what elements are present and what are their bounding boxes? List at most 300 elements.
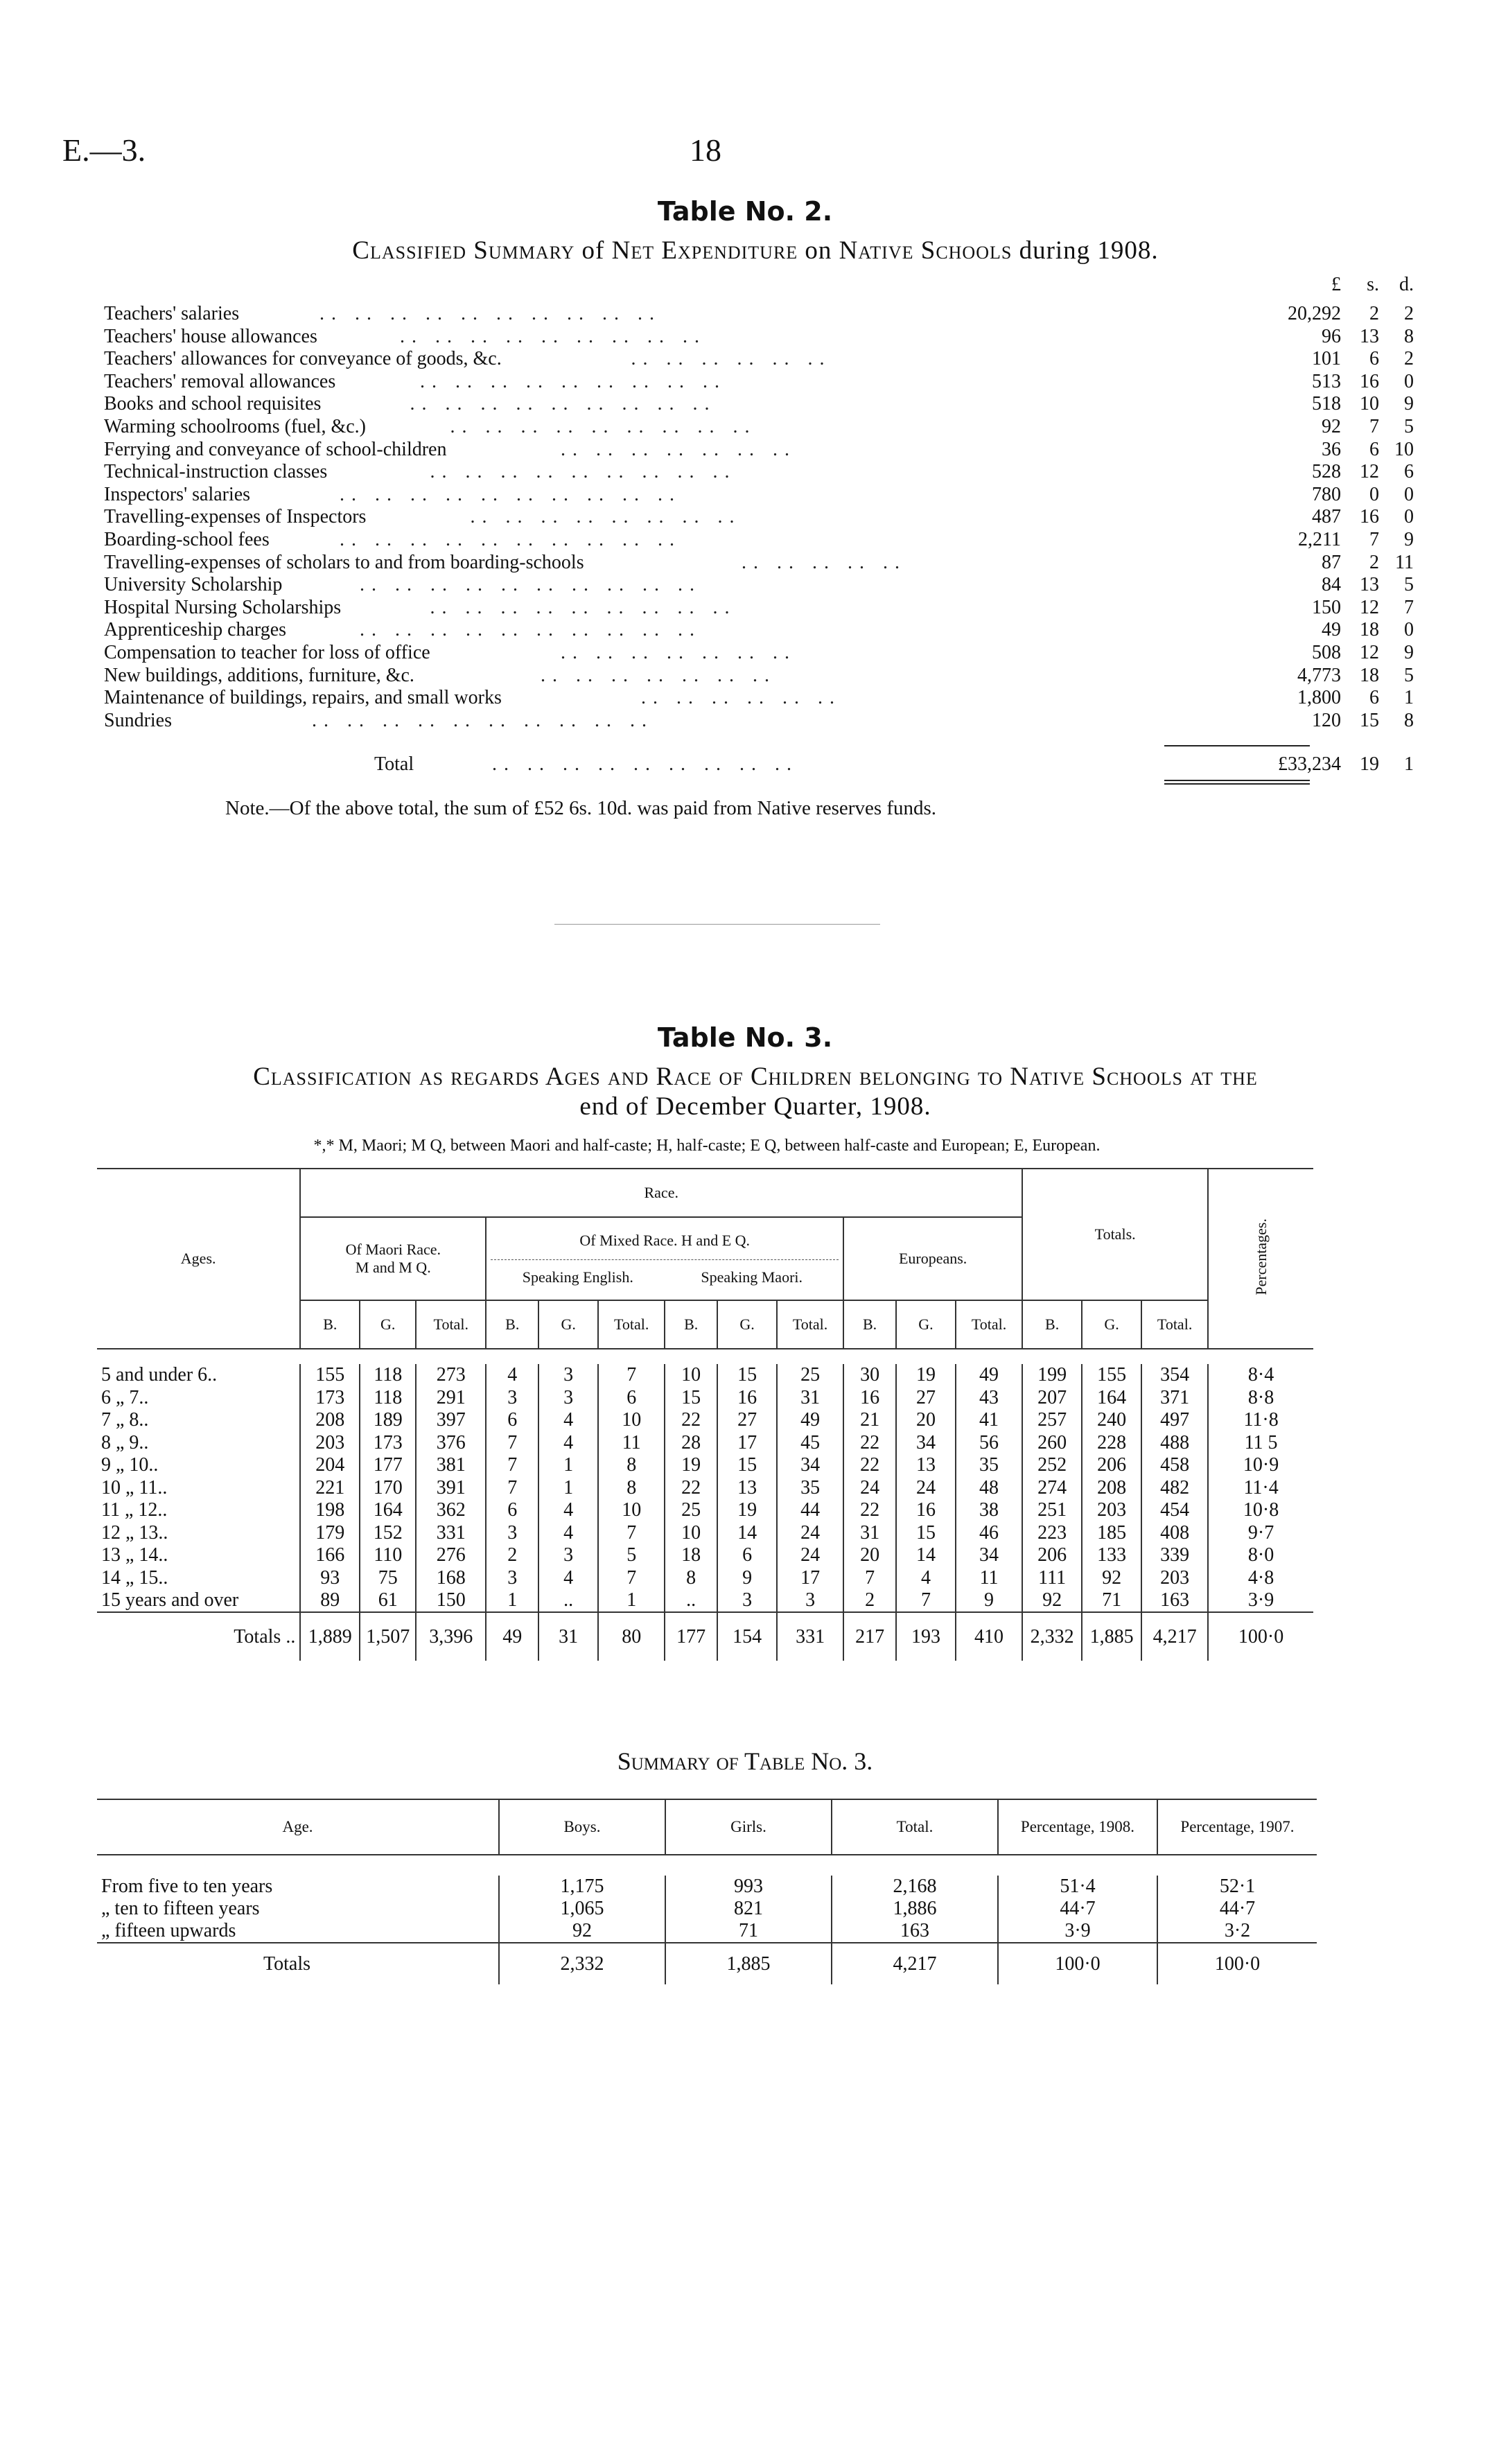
cell-value: 6	[717, 1544, 777, 1567]
summary-total-header: Total.	[832, 1799, 998, 1855]
section-divider	[554, 924, 880, 925]
shillings-value: 13	[1360, 574, 1379, 596]
cell-value: 1	[598, 1589, 665, 1612]
summary-total-value: 2,332	[499, 1943, 665, 1984]
expenditure-label: Technical-instruction classes	[104, 461, 328, 483]
summary-pct1907-header: Percentage, 1907.	[1157, 1799, 1317, 1855]
pence-value: 0	[1404, 506, 1414, 528]
cell-value: 93	[300, 1567, 360, 1590]
page-number: 18	[690, 132, 721, 168]
summary-total-value: 100·0	[1157, 1943, 1317, 1984]
cell-value: 177	[360, 1454, 416, 1477]
leader-dots: .. .. .. .. .. .. .. .. ..	[450, 416, 757, 437]
summary-value: 3·2	[1157, 1920, 1317, 1943]
col-g: G.	[717, 1300, 777, 1349]
cell-value: 11·8	[1208, 1409, 1313, 1432]
table-row	[97, 1589, 1313, 1612]
summary-row	[97, 1898, 1317, 1920]
cell-value: 208	[1082, 1477, 1141, 1500]
cell-value: 4	[538, 1409, 598, 1432]
expenditure-row	[104, 303, 1414, 325]
summary-value: 993	[665, 1876, 832, 1898]
leader-dots: .. .. .. .. .. .. ..	[561, 438, 796, 460]
shillings-value: 0	[1369, 483, 1379, 505]
shillings-value: 6	[1369, 438, 1379, 460]
pounds-value: 528	[1312, 461, 1341, 483]
cell-value: 14	[896, 1544, 956, 1567]
cell-value: 38	[956, 1499, 1022, 1522]
col-g: G.	[538, 1300, 598, 1349]
leader-dots: .. .. .. .. .. .. .. .. .. ..	[340, 483, 681, 505]
subtitle-part: during 1908.	[1012, 236, 1159, 265]
cell-value: 3	[777, 1589, 843, 1612]
cell-value: 75	[360, 1567, 416, 1590]
leader-dots: .. .. .. .. .. ..	[641, 687, 841, 709]
cell-value: 276	[416, 1544, 486, 1567]
cell-value: 1	[486, 1589, 538, 1612]
cell-value: 273	[416, 1364, 486, 1387]
cell-value: 206	[1022, 1544, 1082, 1567]
cell-value: 155	[300, 1364, 360, 1387]
total-value: 3,396	[416, 1612, 486, 1661]
summary-age-header: Age.	[282, 1818, 313, 1835]
cell-value: 10·8	[1208, 1499, 1313, 1522]
cell-value: 8	[665, 1567, 717, 1590]
cell-value: 22	[665, 1409, 717, 1432]
leader-dots: .. .. .. .. .. .. .. .. ..	[400, 325, 706, 347]
cell-value: 7	[896, 1589, 956, 1612]
cell-value: ..	[665, 1589, 717, 1612]
cell-value: 185	[1082, 1522, 1141, 1545]
total-shillings: 19	[1360, 753, 1379, 775]
table-row	[97, 1432, 1313, 1455]
cell-value: 16	[843, 1387, 896, 1410]
table-row	[97, 1522, 1313, 1545]
cell-value: 14	[717, 1522, 777, 1545]
table-row	[97, 1477, 1313, 1500]
cell-value: 110	[360, 1544, 416, 1567]
cell-value: 13	[717, 1477, 777, 1500]
cell-value: 163	[1141, 1589, 1208, 1612]
totals-header: Totals.	[1022, 1169, 1208, 1300]
expenditure-row	[104, 416, 1414, 438]
pence-value: 6	[1404, 461, 1414, 483]
cell-value: 4	[896, 1567, 956, 1590]
cell-value: 56	[956, 1432, 1022, 1455]
cell-value: 9·7	[1208, 1522, 1313, 1545]
cell-value: ..	[538, 1589, 598, 1612]
cell-value: 497	[1141, 1409, 1208, 1432]
cell-value: 4	[538, 1432, 598, 1455]
summary-title-text: Summary of Table No. 3.	[617, 1747, 873, 1775]
shillings-value: 13	[1360, 325, 1379, 347]
summary-value: 1,065	[499, 1898, 665, 1920]
cell-value: 371	[1141, 1387, 1208, 1410]
summary-value: 3·9	[998, 1920, 1157, 1943]
age-label: 7 „ 8..	[101, 1409, 149, 1431]
cell-value: 7	[486, 1432, 538, 1455]
cell-value: 27	[717, 1409, 777, 1432]
cell-value: 5	[598, 1544, 665, 1567]
subtitle-part: of	[575, 236, 612, 265]
age-label: 6 „ 7..	[101, 1386, 149, 1408]
pounds-value: 513	[1312, 370, 1341, 392]
pence-value: 2	[1404, 303, 1414, 324]
shillings-value: 6	[1369, 687, 1379, 709]
pence-value: 0	[1404, 370, 1414, 392]
shillings-value: 12	[1360, 596, 1379, 618]
cell-value: 8·4	[1208, 1364, 1313, 1387]
table-row	[97, 1499, 1313, 1522]
pence-value: 5	[1404, 664, 1414, 686]
speaking-english-header: Speaking English.	[522, 1268, 633, 1286]
expenditure-row	[104, 348, 1414, 370]
expenditure-label: Teachers' removal allowances	[104, 370, 336, 392]
cell-value: 133	[1082, 1544, 1141, 1567]
leader-dots: .. .. .. .. .. .. .. .. ..	[430, 461, 737, 483]
cell-value: 221	[300, 1477, 360, 1500]
cell-value: 118	[360, 1387, 416, 1410]
summary-totals-row	[97, 1943, 1317, 1984]
pence-header: d.	[1399, 274, 1414, 295]
cell-value: 3	[538, 1387, 598, 1410]
total-pounds: £33,234	[1278, 753, 1341, 775]
table-row	[97, 1567, 1313, 1590]
document-id: E.—3.	[62, 132, 146, 168]
cell-value: 203	[1141, 1567, 1208, 1590]
pence-value: 10	[1394, 438, 1414, 460]
summary-boys-header: Boys.	[499, 1799, 665, 1855]
cell-value: 24	[777, 1522, 843, 1545]
shillings-header: s.	[1367, 274, 1379, 295]
table-row	[97, 1364, 1313, 1387]
cell-value: 6	[486, 1499, 538, 1522]
cell-value: 15	[896, 1522, 956, 1545]
cell-value: 28	[665, 1432, 717, 1455]
cell-value: 362	[416, 1499, 486, 1522]
total-value: 154	[717, 1612, 777, 1661]
cell-value: 228	[1082, 1432, 1141, 1455]
cell-value: 8	[598, 1477, 665, 1500]
expenditure-row	[104, 551, 1414, 574]
age-label: 8 „ 9..	[101, 1431, 149, 1453]
cell-value: 339	[1141, 1544, 1208, 1567]
cell-value: 61	[360, 1589, 416, 1612]
table-row	[97, 1454, 1313, 1477]
cell-value: 164	[360, 1499, 416, 1522]
pence-value: 9	[1404, 642, 1414, 663]
total-value: 177	[665, 1612, 717, 1661]
leader-dots: .. .. .. .. .. .. .. .. .. ..	[360, 619, 701, 641]
pounds-value: 20,292	[1288, 303, 1341, 324]
cell-value: 376	[416, 1432, 486, 1455]
cell-value: 206	[1082, 1454, 1141, 1477]
cell-value: 34	[896, 1432, 956, 1455]
table2-note: Note.—Of the above total, the sum of £52 6s. 10d. was paid from Native reserves funds.	[225, 797, 937, 819]
total-value: 2,332	[1022, 1612, 1082, 1661]
maori-header	[300, 1217, 486, 1300]
col-total: Total.	[956, 1300, 1022, 1349]
total-value: 31	[538, 1612, 598, 1661]
cell-value: 408	[1141, 1522, 1208, 1545]
pounds-value: 84	[1322, 574, 1341, 596]
expenditure-row	[104, 687, 1414, 709]
cell-value: 35	[956, 1454, 1022, 1477]
cell-value: 488	[1141, 1432, 1208, 1455]
cell-value: 164	[1082, 1387, 1141, 1410]
summary-value: 52·1	[1157, 1876, 1317, 1898]
cell-value: 35	[777, 1477, 843, 1500]
cell-value: 18	[665, 1544, 717, 1567]
total-value: 193	[896, 1612, 956, 1661]
cell-value: 8·0	[1208, 1544, 1313, 1567]
cell-value: 9	[717, 1567, 777, 1590]
pounds-value: 518	[1312, 393, 1341, 415]
cell-value: 4·8	[1208, 1567, 1313, 1590]
summary-value: 163	[832, 1920, 998, 1943]
pounds-value: 87	[1322, 551, 1341, 573]
pence-value: 11	[1395, 551, 1414, 573]
cell-value: 150	[416, 1589, 486, 1612]
expenditure-label: Apprenticeship charges	[104, 619, 287, 641]
age-label: 12 „ 13..	[101, 1521, 168, 1544]
total-double-rule	[1164, 783, 1310, 785]
cell-value: 3	[486, 1522, 538, 1545]
cell-value: 10	[598, 1499, 665, 1522]
cell-value: 24	[843, 1477, 896, 1500]
cell-value: 173	[360, 1432, 416, 1455]
cell-value: 17	[777, 1567, 843, 1590]
cell-value: 251	[1022, 1499, 1082, 1522]
total-value: 80	[598, 1612, 665, 1661]
cell-value: 166	[300, 1544, 360, 1567]
cell-value: 170	[360, 1477, 416, 1500]
leader-dots: .. .. .. .. .. .. .. .. ..	[420, 370, 726, 392]
cell-value: 11·4	[1208, 1477, 1313, 1500]
col-total: Total.	[1141, 1300, 1208, 1349]
age-label: 13 „ 14..	[101, 1544, 168, 1566]
subtitle-part: Net Expenditure	[611, 236, 798, 265]
cell-value: 19	[896, 1364, 956, 1387]
cell-value: 44	[777, 1499, 843, 1522]
summary-pct1908-header: Percentage, 1908.	[998, 1799, 1157, 1855]
col-b: B.	[486, 1300, 538, 1349]
col-g: G.	[360, 1300, 416, 1349]
shillings-value: 15	[1360, 709, 1379, 731]
table3-legend: *,* M, Maori; M Q, between Maori and half-caste; H, half-caste; E Q, between half-caste and European; E, European.	[313, 1137, 1101, 1155]
col-b: B.	[665, 1300, 717, 1349]
age-race-body	[97, 1349, 1313, 1661]
pence-value: 1	[1404, 687, 1414, 709]
expenditure-row	[104, 642, 1414, 664]
cell-value: 10	[665, 1364, 717, 1387]
col-b: B.	[1022, 1300, 1082, 1349]
cell-value: 11 5	[1208, 1432, 1313, 1455]
cell-value: 92	[1082, 1567, 1141, 1590]
summary-title	[0, 1747, 1490, 1776]
percentages-header	[1208, 1169, 1313, 1349]
pence-value: 5	[1404, 416, 1414, 437]
total-value: 4,217	[1141, 1612, 1208, 1661]
cell-value: 41	[956, 1409, 1022, 1432]
pounds-value: 96	[1322, 325, 1341, 347]
shillings-value: 16	[1360, 370, 1379, 392]
shillings-value: 6	[1369, 348, 1379, 370]
summary-row	[97, 1876, 1317, 1898]
cell-value: 31	[777, 1387, 843, 1410]
pence-value: 9	[1404, 393, 1414, 415]
total-value: 49	[486, 1612, 538, 1661]
summary-age: From five to ten years	[101, 1876, 273, 1897]
leader-dots: .. .. .. .. .. .. .. .. ..	[492, 753, 798, 775]
cell-value: 391	[416, 1477, 486, 1500]
shillings-value: 7	[1369, 416, 1379, 437]
total-rule	[1164, 745, 1310, 746]
expenditure-row	[104, 619, 1414, 641]
cell-value: 8	[598, 1454, 665, 1477]
cell-value: 4	[538, 1522, 598, 1545]
cell-value: 458	[1141, 1454, 1208, 1477]
cell-value: 19	[665, 1454, 717, 1477]
expenditure-row	[104, 393, 1414, 415]
cell-value: 30	[843, 1364, 896, 1387]
expenditure-row	[104, 325, 1414, 348]
cell-value: 10	[598, 1409, 665, 1432]
expenditure-label: Inspectors' salaries	[104, 483, 251, 505]
cell-value: 6	[486, 1409, 538, 1432]
expenditure-label: Teachers' allowances for conveyance of goods, &c.	[104, 348, 502, 370]
spacer-row	[97, 1855, 1317, 1876]
pence-value: 0	[1404, 619, 1414, 641]
table-row	[97, 1409, 1313, 1432]
pounds-value: 2,211	[1298, 529, 1341, 550]
pounds-value: 92	[1322, 416, 1341, 437]
totals-row	[97, 1612, 1313, 1661]
cell-value: 24	[896, 1477, 956, 1500]
subtitle-line: end of December Quarter, 1908.	[579, 1092, 931, 1121]
cell-value: 3·9	[1208, 1589, 1313, 1612]
summary-totals-label: Totals	[263, 1952, 311, 1975]
cell-value: 397	[416, 1409, 486, 1432]
cell-value: 2	[486, 1544, 538, 1567]
expenditure-label: Sundries	[104, 709, 172, 731]
shillings-value: 12	[1360, 642, 1379, 663]
expenditure-label: Books and school requisites	[104, 393, 322, 415]
cell-value: 454	[1141, 1499, 1208, 1522]
shillings-value: 16	[1360, 506, 1379, 528]
mixed-header	[486, 1217, 843, 1300]
cell-value: 10·9	[1208, 1454, 1313, 1477]
cell-value: 46	[956, 1522, 1022, 1545]
expenditure-row	[104, 438, 1414, 461]
cell-value: 208	[300, 1409, 360, 1432]
cell-value: 17	[717, 1432, 777, 1455]
subtitle-line: Classification as regards Ages and Race of Children belonging to Native Schools at the	[253, 1063, 1258, 1091]
cell-value: 9	[956, 1589, 1022, 1612]
expenditure-label: Teachers' salaries	[104, 303, 240, 324]
pounds-value: 4,773	[1297, 664, 1341, 686]
summary-body	[97, 1855, 1317, 1984]
expenditure-row	[104, 506, 1414, 528]
mixed-race-label: Of Mixed Race. H and E Q.	[491, 1232, 839, 1260]
cell-value: 118	[360, 1364, 416, 1387]
pence-value: 5	[1404, 574, 1414, 596]
cell-value: 4	[538, 1567, 598, 1590]
expenditure-row	[104, 529, 1414, 551]
subtitle-part: Native Schools	[839, 236, 1013, 265]
spacer-cell	[97, 1349, 1313, 1364]
cell-value: 15	[717, 1364, 777, 1387]
totals-label: Totals ..	[234, 1625, 296, 1648]
expenditure-row	[104, 709, 1414, 732]
col-b: B.	[300, 1300, 360, 1349]
summary-table	[97, 1799, 1317, 1984]
table-row	[97, 1387, 1313, 1410]
summary-value: 71	[665, 1920, 832, 1943]
cell-value: 7	[486, 1454, 538, 1477]
expenditure-label: Travelling-expenses of Inspectors	[104, 506, 367, 528]
summary-value: 1,886	[832, 1898, 998, 1920]
cell-value: 7	[486, 1477, 538, 1500]
pence-value: 8	[1404, 325, 1414, 347]
pounds-value: 780	[1312, 483, 1341, 505]
cell-value: 257	[1022, 1409, 1082, 1432]
expenditure-row	[104, 483, 1414, 506]
expenditure-row	[104, 370, 1414, 393]
cell-value: 34	[777, 1454, 843, 1477]
summary-value: 92	[499, 1920, 665, 1943]
cell-value: 111	[1022, 1567, 1082, 1590]
pounds-value: 120	[1312, 709, 1341, 731]
subtitle-part: on	[798, 236, 839, 265]
cell-value: 203	[1082, 1499, 1141, 1522]
cell-value: 3	[717, 1589, 777, 1612]
cell-value: 16	[717, 1387, 777, 1410]
cell-value: 43	[956, 1387, 1022, 1410]
expenditure-row	[104, 574, 1414, 596]
pence-value: 2	[1404, 348, 1414, 370]
cell-value: 71	[1082, 1589, 1141, 1612]
expenditure-label: Teachers' house allowances	[104, 325, 317, 347]
cell-value: 31	[843, 1522, 896, 1545]
pounds-value: 101	[1312, 348, 1341, 370]
total-pence: 1	[1404, 753, 1414, 775]
cell-value: 19	[717, 1499, 777, 1522]
cell-value: 21	[843, 1409, 896, 1432]
cell-value: 179	[300, 1522, 360, 1545]
age-label: 5 and under 6..	[101, 1364, 218, 1386]
cell-value: 22	[843, 1432, 896, 1455]
cell-value: 49	[956, 1364, 1022, 1387]
cell-value: 3	[486, 1387, 538, 1410]
leader-dots: .. .. .. .. ..	[742, 551, 906, 573]
percentages-label: Percentages.	[1252, 1218, 1270, 1295]
expenditure-label: Travelling-expenses of scholars to and from boarding-schools	[104, 551, 584, 573]
cell-value: 15	[665, 1387, 717, 1410]
leader-dots: .. .. .. .. .. .. .. .. ..	[410, 393, 717, 415]
cell-value: 48	[956, 1477, 1022, 1500]
cell-value: 189	[360, 1409, 416, 1432]
summary-value: 2,168	[832, 1876, 998, 1898]
cell-value: 260	[1022, 1432, 1082, 1455]
summary-total-value: 1,885	[665, 1943, 832, 1984]
cell-value: 173	[300, 1387, 360, 1410]
cell-value: 11	[956, 1567, 1022, 1590]
table2-title: Table No. 2.	[657, 196, 833, 227]
currency-header	[104, 274, 1414, 296]
age-label: 9 „ 10..	[101, 1454, 159, 1476]
age-label: 15 years and over	[101, 1589, 239, 1611]
